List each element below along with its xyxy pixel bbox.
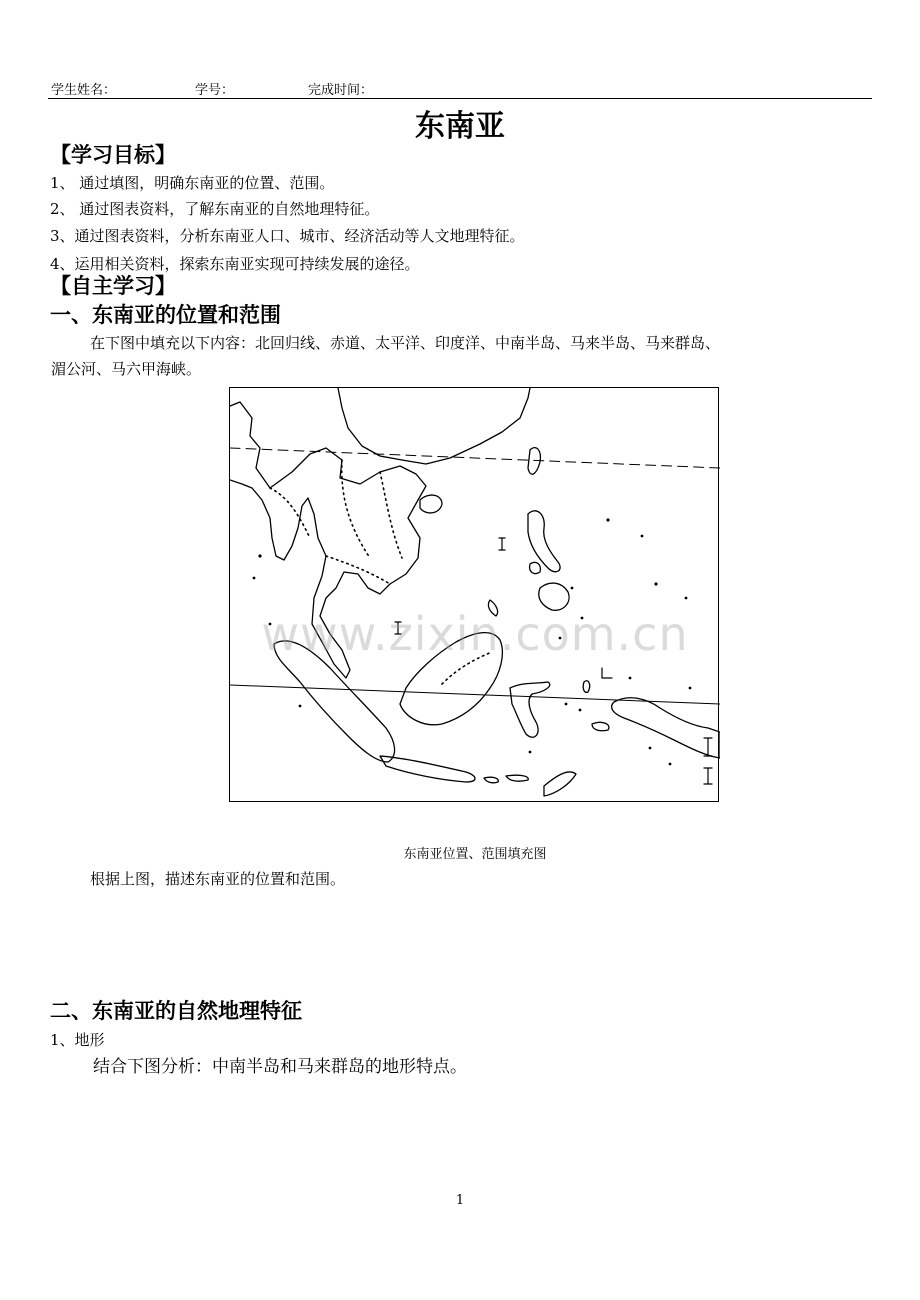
section1-question: 根据上图，描述东南亚的位置和范围。 bbox=[90, 870, 346, 888]
section1-instruction-line2: 湄公河、马六甲海峡。 bbox=[51, 360, 202, 378]
watermark: www.zixin.com.cn bbox=[261, 607, 689, 661]
marker-glyphs bbox=[395, 538, 712, 784]
maluku-island-2 bbox=[592, 722, 609, 730]
new-guinea-island bbox=[612, 698, 720, 758]
completion-time-label: 完成时间： bbox=[308, 83, 374, 98]
objective-item-4: 4、运用相关资料，探索东南亚实现可持续发展的途径。 bbox=[50, 255, 420, 273]
maluku-island-1 bbox=[583, 681, 589, 693]
objectives-heading: 【学习目标】 bbox=[50, 143, 176, 167]
student-name-label: 学生姓名： bbox=[51, 83, 117, 98]
objective-item-3: 3、通过图表资料，分析东南亚人口、城市、经济活动等人文地理特征。 bbox=[50, 227, 525, 245]
header-rule bbox=[48, 98, 872, 99]
page-number: 1 bbox=[455, 1193, 465, 1208]
objective-item-2: 2、 通过图表资料，了解东南亚的自然地理特征。 bbox=[50, 200, 380, 218]
section1-heading: 一、东南亚的位置和范围 bbox=[50, 303, 281, 327]
china-coastline bbox=[338, 388, 530, 464]
visayas-islands bbox=[530, 562, 541, 573]
tropic-of-cancer-line bbox=[230, 448, 720, 468]
self-study-heading: 【自主学习】 bbox=[50, 274, 176, 298]
map-caption: 东南亚位置、范围填充图 bbox=[403, 847, 547, 862]
section1-instruction-line1: 在下图中填充以下内容：北回归线、赤道、太平洋、印度洋、中南半岛、马来半岛、马来群岛、 bbox=[90, 334, 721, 352]
student-id-label: 学号： bbox=[195, 83, 235, 98]
section2-sub1-text: 结合下图分析：中南半岛和马来群岛的地形特点。 bbox=[93, 1057, 467, 1077]
southeast-asia-blank-map bbox=[229, 387, 719, 802]
section2-sub1-label: 1、地形 bbox=[50, 1031, 105, 1049]
sulawesi-island bbox=[510, 682, 550, 737]
page-title: 东南亚 bbox=[415, 109, 505, 144]
section2-heading: 二、东南亚的自然地理特征 bbox=[50, 999, 302, 1023]
lesser-sunda-1 bbox=[484, 777, 498, 783]
objective-item-1: 1、 通过填图，明确东南亚的位置、范围。 bbox=[50, 174, 335, 192]
java-island bbox=[380, 756, 475, 782]
lesser-sunda-2 bbox=[506, 775, 528, 781]
hainan-island bbox=[420, 495, 442, 513]
timor-island bbox=[544, 772, 576, 796]
